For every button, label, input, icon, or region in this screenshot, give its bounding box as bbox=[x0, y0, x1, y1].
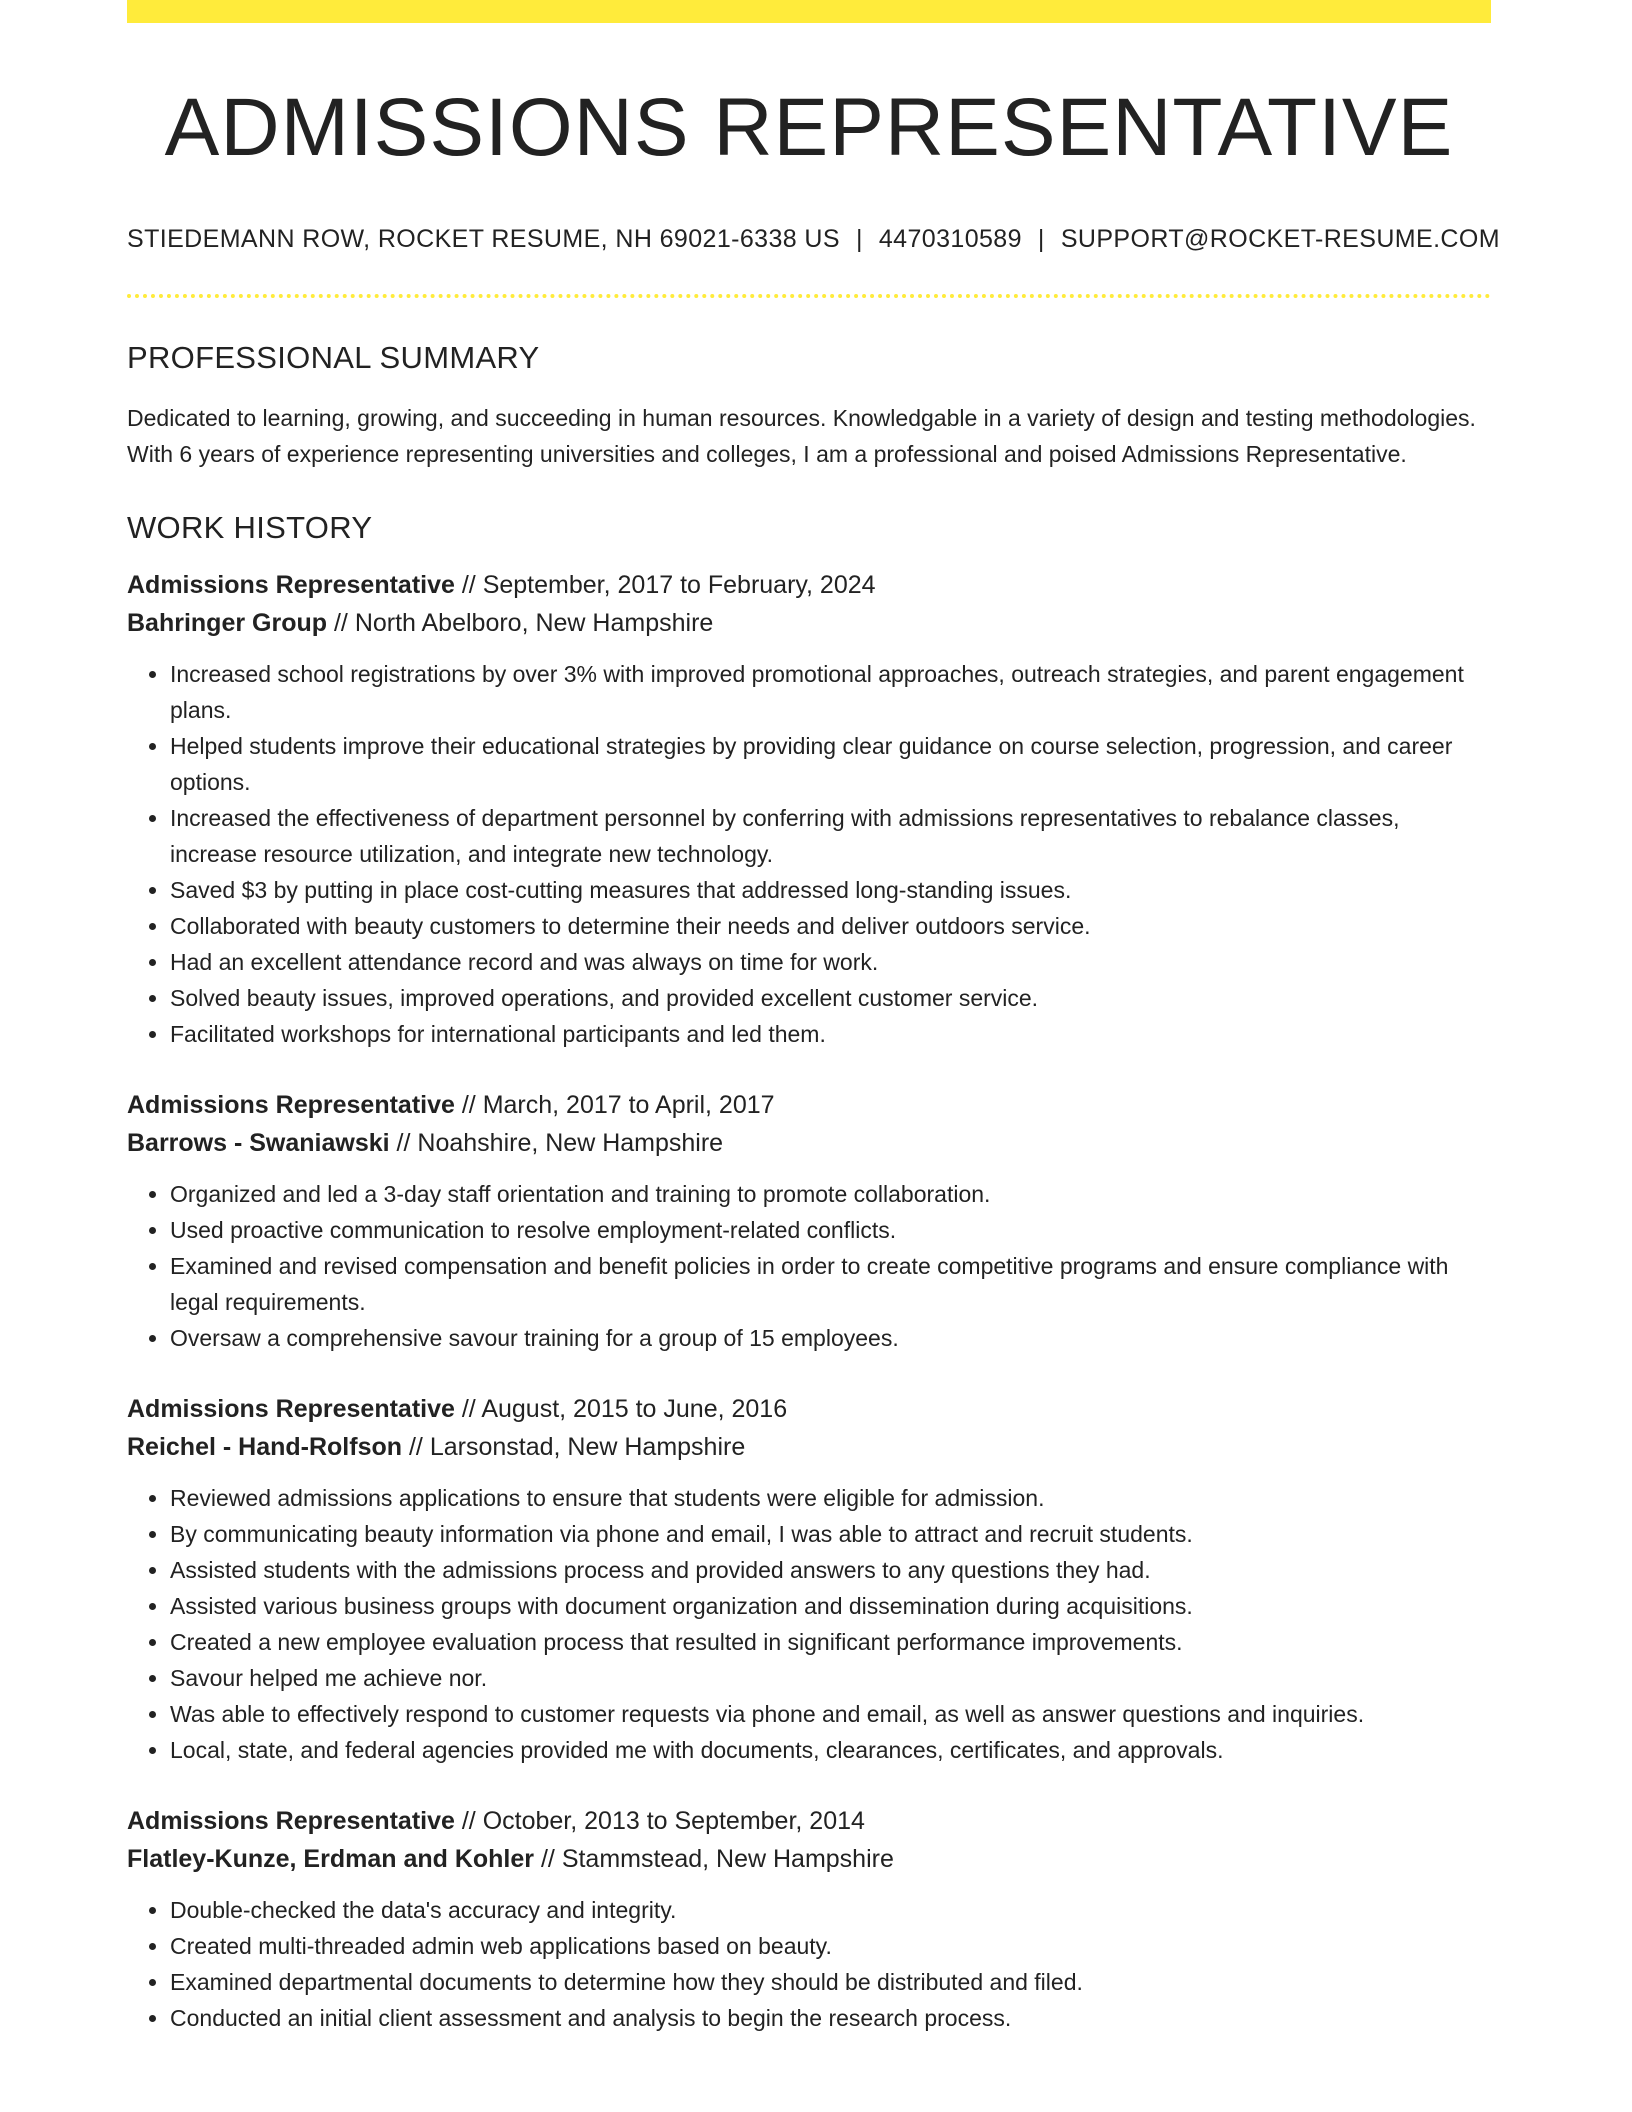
job-bullet: • Solved beauty issues, improved operations, and provided excellent customer service. bbox=[170, 980, 1491, 1016]
job-bullet: • Double-checked the data's accuracy and integrity. bbox=[170, 1892, 1491, 1928]
job-entry bbox=[127, 1802, 1491, 2036]
job-delimiter: // bbox=[534, 1845, 562, 1874]
work-history-heading: WORK HISTORY bbox=[127, 510, 373, 546]
job-role: Admissions Representative bbox=[127, 1395, 455, 1424]
job-bullet: • Examined and revised compensation and benefit policies in order to create competitive programs and ensure compliance with legal requirements. bbox=[170, 1248, 1491, 1320]
job-entry bbox=[127, 1086, 1491, 1356]
job-bullet: • Organized and led a 3-day staff orientation and training to promote collaboration. bbox=[170, 1176, 1491, 1212]
job-dates: August, 2015 to June, 2016 bbox=[481, 1395, 788, 1424]
job-dates: September, 2017 to February, 2024 bbox=[482, 571, 876, 600]
job-role: Admissions Representative bbox=[127, 1807, 455, 1836]
job-bullet: • Collaborated with beauty customers to determine their needs and deliver outdoors service. bbox=[170, 908, 1491, 944]
job-role: Admissions Representative bbox=[127, 571, 455, 600]
job-delimiter: // bbox=[454, 571, 483, 600]
job-role-line bbox=[127, 1086, 1491, 1124]
job-bullet: • Conducted an initial client assessment and analysis to begin the research process. bbox=[170, 2000, 1491, 2036]
job-bullet: • By communicating beauty information via phone and email, I was able to attract and recruit students. bbox=[170, 1516, 1491, 1552]
job-bullet: • Local, state, and federal agencies provided me with documents, clearances, certificates, and approvals. bbox=[170, 1732, 1491, 1768]
job-location: Larsonstad, New Hampshire bbox=[429, 1433, 746, 1462]
job-company-line bbox=[127, 1840, 1491, 1878]
job-bullet: • Reviewed admissions applications to ensure that students were eligible for admission. bbox=[170, 1480, 1491, 1516]
dotted-divider bbox=[127, 294, 1491, 298]
job-company: Reichel - Hand-Rolfson bbox=[127, 1433, 403, 1462]
contact-email: SUPPORT@ROCKET-RESUME.COM bbox=[1060, 225, 1500, 254]
job-bullet: • Assisted students with the admissions process and provided answers to any questions they had. bbox=[170, 1552, 1491, 1588]
contact-address: STIEDEMANN ROW, ROCKET RESUME, NH 69021-6338 US bbox=[127, 225, 840, 254]
contact-phone: 4470310589 bbox=[878, 225, 1022, 254]
job-bullet-list bbox=[127, 656, 1491, 1052]
job-bullet: • Was able to effectively respond to customer requests via phone and email, as well as answer questions and inquiries. bbox=[170, 1696, 1491, 1732]
job-company-line bbox=[127, 1124, 1491, 1162]
job-bullet-list bbox=[127, 1176, 1491, 1356]
resume-title: ADMISSIONS REPRESENTATIVE bbox=[164, 82, 1454, 173]
work-history-list bbox=[127, 566, 1491, 2036]
summary-heading: PROFESSIONAL SUMMARY bbox=[127, 340, 540, 376]
job-bullet: • Helped students improve their educational strategies by providing clear guidance on course selection, progression, and career options. bbox=[170, 728, 1491, 800]
job-role-line bbox=[127, 1802, 1491, 1840]
contact-separator: | bbox=[855, 225, 863, 254]
job-role-line bbox=[127, 1390, 1491, 1428]
job-role: Admissions Representative bbox=[127, 1091, 455, 1120]
job-dates: October, 2013 to September, 2014 bbox=[482, 1807, 865, 1836]
job-bullet: • Savour helped me achieve nor. bbox=[170, 1660, 1491, 1696]
job-bullet: • Created multi-threaded admin web applications based on beauty. bbox=[170, 1928, 1491, 1964]
job-delimiter: // bbox=[389, 1129, 418, 1158]
job-bullet: • Used proactive communication to resolve employment-related conflicts. bbox=[170, 1212, 1491, 1248]
job-bullet: • Examined departmental documents to determine how they should be distributed and filed. bbox=[170, 1964, 1491, 2000]
job-location: Noahshire, New Hampshire bbox=[417, 1129, 724, 1158]
job-delimiter: // bbox=[327, 609, 355, 638]
job-bullet: • Increased school registrations by over 3% with improved promotional approaches, outreach strategies, and parent engagement plans. bbox=[170, 656, 1491, 728]
job-bullet: • Increased the effectiveness of department personnel by conferring with admissions representatives to rebalance classes, increase resource utilization, and integrate new technology. bbox=[170, 800, 1491, 872]
job-bullet: • Oversaw a comprehensive savour training for a group of 15 employees. bbox=[170, 1320, 1491, 1356]
job-delimiter: // bbox=[454, 1807, 483, 1836]
job-bullet-list bbox=[127, 1480, 1491, 1768]
job-delimiter: // bbox=[402, 1433, 430, 1462]
job-role-line bbox=[127, 566, 1491, 604]
summary-text: Dedicated to learning, growing, and succeeding in human resources. Knowledgable in a variety of design and testing methodologies. With 6 years of experience representing universities and colleges, I am a professional and poised Admissions Representative. bbox=[127, 405, 1476, 468]
job-entry bbox=[127, 566, 1491, 1052]
job-bullet: • Assisted various business groups with document organization and dissemination during acquisitions. bbox=[170, 1588, 1491, 1624]
job-bullet-list bbox=[127, 1892, 1491, 2036]
job-location: North Abelboro, New Hampshire bbox=[354, 609, 714, 638]
job-bullet: • Saved $3 by putting in place cost-cutting measures that addressed long-standing issues. bbox=[170, 872, 1491, 908]
job-company: Bahringer Group bbox=[127, 609, 328, 638]
job-company: Barrows - Swaniawski bbox=[127, 1129, 390, 1158]
accent-top-bar bbox=[127, 0, 1491, 23]
job-bullet: • Had an excellent attendance record and was always on time for work. bbox=[170, 944, 1491, 980]
job-location: Stammstead, New Hampshire bbox=[561, 1845, 894, 1874]
job-company-line bbox=[127, 1428, 1491, 1466]
contact-line bbox=[127, 225, 1500, 254]
job-delimiter: // bbox=[454, 1091, 483, 1120]
job-bullet: • Created a new employee evaluation process that resulted in significant performance improvements. bbox=[170, 1624, 1491, 1660]
resume-page bbox=[127, 0, 1500, 2036]
job-dates: March, 2017 to April, 2017 bbox=[482, 1091, 775, 1120]
contact-separator: | bbox=[1037, 225, 1045, 254]
job-bullet: • Facilitated workshops for international participants and led them. bbox=[170, 1016, 1491, 1052]
job-delimiter: // bbox=[454, 1395, 482, 1424]
job-entry bbox=[127, 1390, 1491, 1768]
job-company: Flatley-Kunze, Erdman and Kohler bbox=[127, 1845, 535, 1874]
job-company-line bbox=[127, 604, 1491, 642]
